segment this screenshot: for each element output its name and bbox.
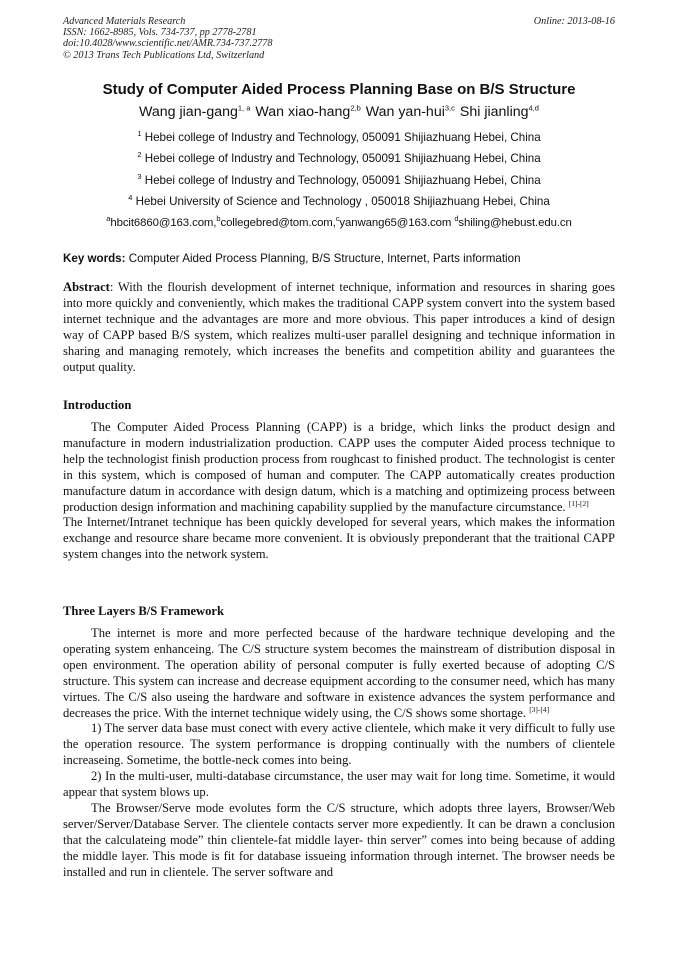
author-affil-sup: 2,b bbox=[350, 103, 361, 113]
issn-line: ISSN: 1662-8985, Vols. 734-737, pp 2778-2781 bbox=[63, 27, 257, 39]
introduction-body bbox=[63, 420, 615, 563]
affiliation-number: 4 bbox=[128, 193, 133, 203]
affiliation-4 bbox=[0, 195, 678, 208]
citation: [3]-[4] bbox=[529, 704, 550, 714]
doi-line: doi:10.4028/www.scientific.net/AMR.734-737.2778 bbox=[63, 38, 273, 50]
author-name: Wang jian-gang bbox=[139, 104, 238, 120]
paragraph bbox=[63, 420, 615, 515]
affiliation-text: Hebei University of Science and Technology , 050018 Shijiazhuang Hebei, China bbox=[135, 195, 550, 208]
paragraph-text: The Computer Aided Process Planning (CAPP) is a bridge, which links the product design and manufacture in modern industrialization production. CAPP uses the computer Aided process technique to help the technologist finish production process from roughcast to finished product. The technologist is center in this system, which is composed of human and computer. The CAPP automatically creates production manufacture datum in accordance with design datum, which is a matching and optimizeing process between production design information and machining capability supplied by the manufacture circumstance. bbox=[63, 420, 615, 514]
affiliation-1 bbox=[0, 131, 678, 144]
affiliation-text: Hebei college of Industry and Technology, 050091 Shijiazhuang Hebei, China bbox=[144, 131, 541, 144]
paragraph bbox=[63, 626, 615, 721]
paper-title: Study of Computer Aided Process Planning Base on B/S Structure bbox=[102, 81, 576, 98]
framework-body bbox=[63, 626, 615, 881]
keywords-label: Key words: bbox=[63, 252, 126, 265]
email-address[interactable]: collegebred@tom.com, bbox=[220, 217, 336, 229]
online-date: Online: 2013-08-16 bbox=[533, 16, 615, 27]
affiliation-number: 3 bbox=[137, 172, 142, 182]
author-name: Wan xiao-hang bbox=[255, 104, 351, 120]
journal-header bbox=[63, 16, 615, 61]
author-name: Shi jianling bbox=[459, 104, 529, 120]
affiliation-number: 1 bbox=[137, 129, 142, 139]
paragraph: 2) In the multi-user, multi-database circumstance, the user may wait for long time. Sometime, it would appear that system blows up. bbox=[63, 769, 615, 800]
author-affil-sup: 3,c bbox=[444, 103, 455, 113]
abstract-label: Abstract bbox=[63, 280, 110, 294]
email-sup: a bbox=[106, 214, 111, 224]
section-heading-introduction: Introduction bbox=[63, 398, 132, 412]
keywords-text: Computer Aided Process Planning, B/S Structure, Internet, Parts information bbox=[125, 252, 521, 265]
paragraph: The Internet/Intranet technique has been quickly developed for several years, which makes the information exchange and resource share became more convenient. It is obviously preponderant that the traitional CAPP system changes into the network system. bbox=[63, 515, 615, 562]
email-address[interactable]: shiling@hebust.edu.cn bbox=[458, 217, 572, 229]
abstract-text: : With the flourish development of internet technique, information and resources in sharing goes into more quickly and conveniently, which makes the traditional CAPP system convert into the system based internet technique and the advantages are more and more obvious. This paper introduces a kind of design way of CAPP based B/S system, which realizes multi-user parallel designing and technique information in sharing and managing remotely, which increases the benefits and competition ability and guarantees the output quality. bbox=[63, 280, 615, 374]
affiliation-2 bbox=[0, 152, 678, 165]
copyright-line: © 2013 Trans Tech Publications Ltd, Switzerland bbox=[63, 49, 265, 61]
affiliation-text: Hebei college of Industry and Technology, 050091 Shijiazhuang Hebei, China bbox=[144, 152, 541, 165]
author-affil-sup: 4,d bbox=[528, 103, 539, 113]
author-name: Wan yan-hui bbox=[365, 104, 445, 120]
journal-name: Advanced Materials Research bbox=[63, 16, 186, 27]
email-address[interactable]: hbcit6860@163.com, bbox=[110, 217, 217, 229]
email-sup: d bbox=[454, 214, 459, 224]
affiliation-text: Hebei college of Industry and Technology, 050091 Shijiazhuang Hebei, China bbox=[144, 174, 541, 187]
affiliation-number: 2 bbox=[137, 150, 142, 160]
email-sup: c bbox=[335, 214, 340, 224]
paragraph-text: The internet is more and more perfected because of the hardware technique developing and the operating system enhanceing. The C/S structure system becomes the mainstream of distribution disposal in open environment. The operation ability of personal computer is fully exerted because of adopting C/S structure. This system can increase and decrease equipment according to the consumer need, which has many virtues. The C/S also useing the hardware and software in existence advances the system performance and decreases the price. With the internet technique widely using, the C/S shows some shortage. bbox=[63, 626, 615, 720]
keywords bbox=[63, 252, 615, 265]
email-address[interactable]: yanwang65@163.com bbox=[339, 217, 455, 229]
citation: [1]-[2] bbox=[568, 498, 589, 508]
abstract bbox=[63, 280, 615, 375]
paragraph: The Browser/Serve mode evolutes form the C/S structure, which adopts three layers, Browser/Web server/Server/Database Server. The clientele contacts server more expediently. It can be drawn a conclusion that the calculateing mode” thin clientele-fat middle layer- thin server” comes into being because of adding the middle layer. This mode is fit for database issueing information through internet. The browser needs be installed and run in clientele. The server software and bbox=[63, 800, 615, 879]
author-list bbox=[0, 104, 678, 120]
email-sup: b bbox=[216, 214, 221, 224]
paragraph: 1) The server data base must conect with every active clientele, which make it very difficult to fully use the operation resource. The system performance is dropping continually with the numbers of clientele increaseing. Sometime, the bottle-neck comes into being. bbox=[63, 721, 615, 768]
section-heading-framework: Three Layers B/S Framework bbox=[63, 604, 225, 618]
author-affil-sup: 1, a bbox=[237, 103, 251, 113]
email-line bbox=[0, 214, 678, 229]
affiliation-3 bbox=[0, 174, 678, 187]
